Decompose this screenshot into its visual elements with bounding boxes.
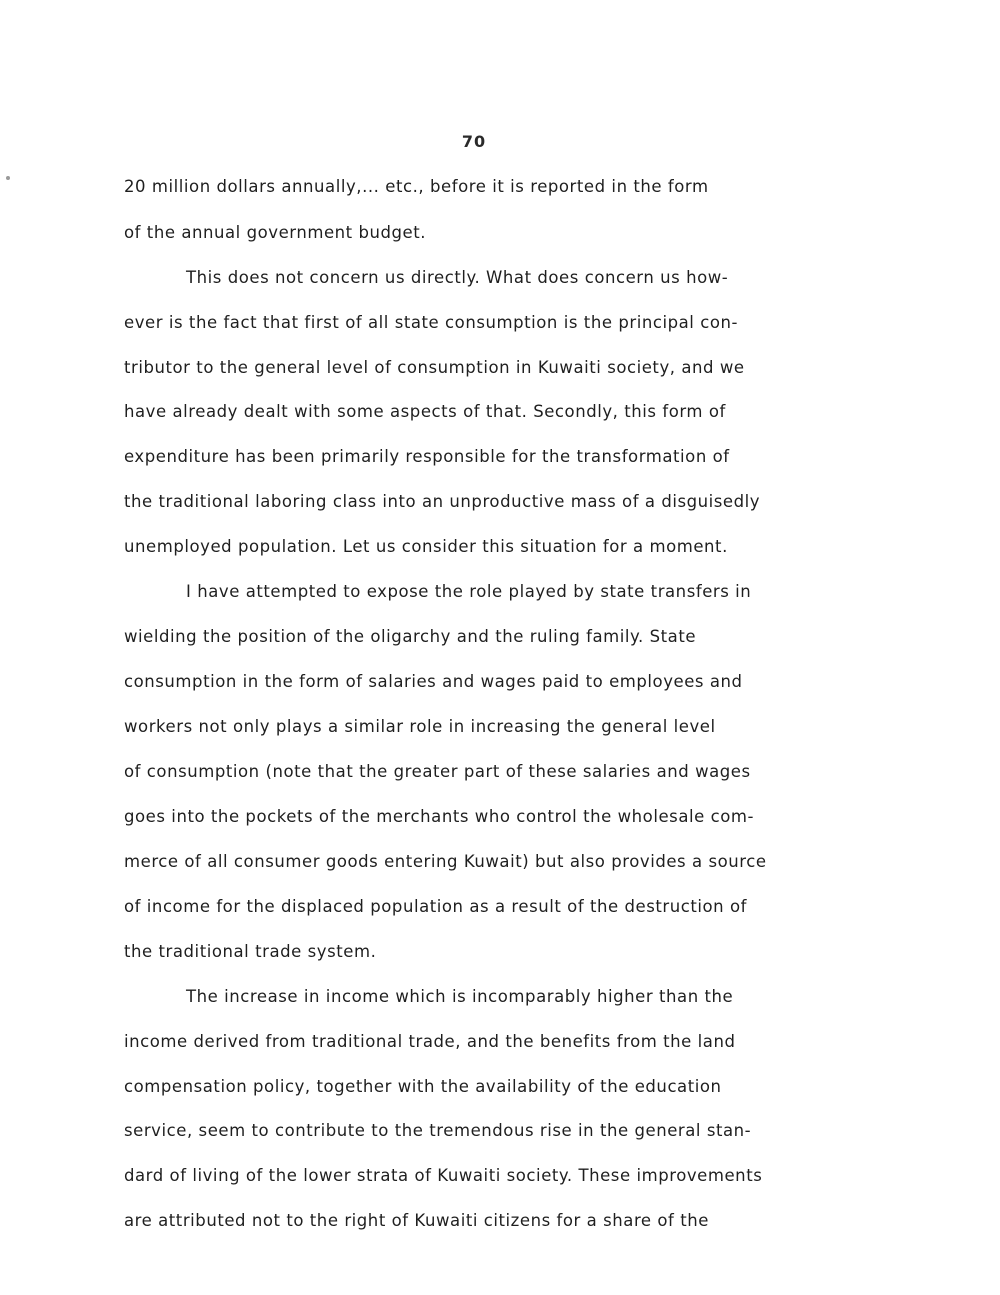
text-line: of income for the displaced population as a result of the destruction of — [124, 897, 747, 916]
text-line: of the annual government budget. — [124, 223, 427, 242]
paragraph-start-line: The increase in income which is incomparably higher than the — [186, 987, 734, 1006]
text-line: the traditional trade system. — [124, 942, 377, 961]
text-line: wielding the position of the oligarchy and the ruling family. State — [124, 627, 697, 646]
text-line: the traditional laboring class into an unproductive mass of a disguisedly — [124, 492, 761, 511]
text-line: 20 million dollars annually,... etc., before it is reported in the form — [124, 177, 709, 196]
text-line: compensation policy, together with the availability of the education — [124, 1077, 722, 1096]
text-line: merce of all consumer goods entering Kuwait) but also provides a source — [124, 852, 767, 871]
text-line: of consumption (note that the greater part of these salaries and wages — [124, 762, 751, 781]
text-line: unemployed population. Let us consider this situation for a moment. — [124, 537, 728, 556]
paragraph-start-line: I have attempted to expose the role played by state transfers in — [186, 582, 752, 601]
text-line: tributor to the general level of consumption in Kuwaiti society, and we — [124, 358, 745, 377]
text-line: consumption in the form of salaries and wages paid to employees and — [124, 672, 743, 691]
text-line: have already dealt with some aspects of that. Secondly, this form of — [124, 402, 726, 421]
page-number: 70 — [461, 132, 487, 151]
text-line: service, seem to contribute to the tremendous rise in the general stan- — [124, 1121, 752, 1140]
text-line: income derived from traditional trade, and the benefits from the land — [124, 1032, 736, 1051]
paragraph-start-line: This does not concern us directly. What does concern us how- — [186, 268, 729, 287]
scan-speck — [6, 176, 10, 180]
text-line: expenditure has been primarily responsible for the transformation of — [124, 447, 730, 466]
text-line: goes into the pockets of the merchants who control the wholesale com- — [124, 807, 754, 826]
text-line: ever is the fact that first of all state consumption is the principal con- — [124, 313, 738, 332]
text-line: dard of living of the lower strata of Kuwaiti society. These improvements — [124, 1166, 763, 1185]
text-line: workers not only plays a similar role in increasing the general level — [124, 717, 716, 736]
text-line: are attributed not to the right of Kuwaiti citizens for a share of the — [124, 1211, 709, 1230]
